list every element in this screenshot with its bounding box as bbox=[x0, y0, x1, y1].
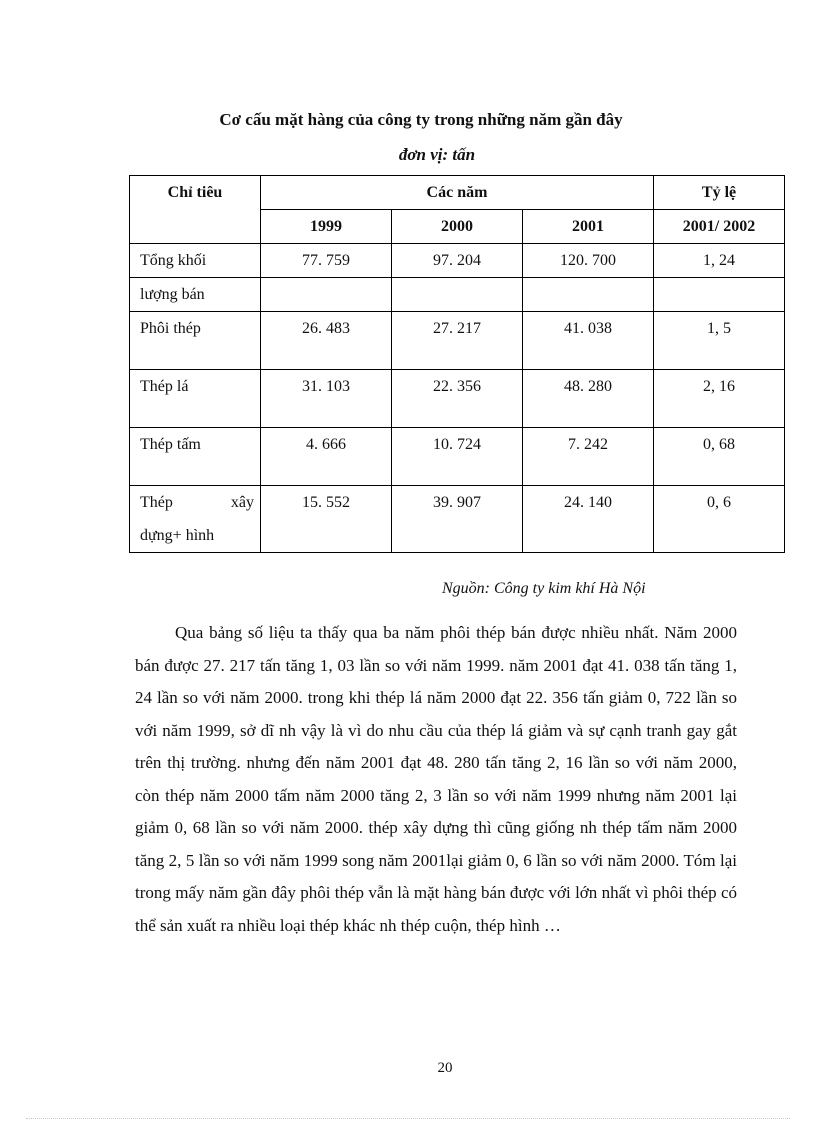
cell-1999: 26. 483 bbox=[261, 312, 392, 370]
cell-2000: 10. 724 bbox=[392, 428, 523, 486]
cell-1999: 4. 666 bbox=[261, 428, 392, 486]
cell-2000: 27. 217 bbox=[392, 312, 523, 370]
cell-2000: 97. 204 bbox=[392, 244, 523, 278]
source-note: Nguồn: Công ty kim khí Hà Nội bbox=[442, 580, 646, 597]
empty-cell bbox=[654, 278, 785, 312]
cell-1999: 15. 552 bbox=[261, 486, 392, 553]
page-number: 20 bbox=[437, 1060, 453, 1076]
row-name: Tổng khối bbox=[130, 244, 261, 278]
unit-label: đơn vị: tấn bbox=[398, 145, 476, 164]
cell-ratio: 1, 5 bbox=[654, 312, 785, 370]
cell-2001: 7. 242 bbox=[523, 428, 654, 486]
header-ratio: Tỷ lệ bbox=[654, 176, 785, 210]
cell-2001: 24. 140 bbox=[523, 486, 654, 553]
row-name-continued: dựng+ hình bbox=[140, 527, 215, 544]
cell-2000: 22. 356 bbox=[392, 370, 523, 428]
table-row bbox=[130, 370, 785, 428]
row-name-line bbox=[140, 486, 260, 519]
row-name: Phôi thép bbox=[130, 312, 261, 370]
cell-ratio: 0, 68 bbox=[654, 428, 785, 486]
paragraph-text: Qua bảng số liệu ta thấy qua ba năm phôi thép bán được nhiều nhất. Năm 2000 bán được 27. 217 tấn tăng 1, 03 lần so với năm 1999. năm 2001 đạt 41. 038 tấn tăng 1, 24 lần so với năm 2000. trong khi thép lá năm 2000 đạt 22. 356 tấn giảm 0, 722 lần so với năm 1999, sở dĩ nh vậy là vì do nhu cầu của thép lá giảm và sự cạnh tranh gay gắt trên thị trường. nhưng đến năm 2001 đạt 48. 280 tấn tăng 2, 16 lần so với năm 2000, còn thép năm 2000 tấm năm 2000 tăng 2, 3 lần so với năm 1999 nhưng năm 2001 lại giảm 0, 68 lần so với năm 2000. thép xây dựng thì cũng giống nh thép tấm năm 2000 tăng 2, 5 lần so với năm 1999 song năm 2001lại giảm 0, 6 lần so với năm 2000. Tóm lại trong mấy năm gần đây phôi thép vẫn là mặt hàng bán được với lớn nhất vì phôi thép có thể sản xuất ra nhiều loại thép khác nh thép cuộn, thép hình … bbox=[135, 623, 737, 935]
empty-cell bbox=[523, 278, 654, 312]
empty-cell bbox=[261, 278, 392, 312]
row-name: Thép lá bbox=[130, 370, 261, 428]
year-2000: 2000 bbox=[392, 210, 523, 244]
table-row bbox=[130, 428, 785, 486]
row-name bbox=[130, 486, 261, 553]
row-name-word: Thép bbox=[140, 494, 173, 511]
cell-2001: 48. 280 bbox=[523, 370, 654, 428]
cell-ratio: 2, 16 bbox=[654, 370, 785, 428]
footer-divider bbox=[26, 1118, 790, 1119]
cell-ratio: 1, 24 bbox=[654, 244, 785, 278]
analysis-paragraph bbox=[135, 617, 737, 942]
cell-ratio: 0, 6 bbox=[654, 486, 785, 553]
year-1999: 1999 bbox=[261, 210, 392, 244]
row-name-word: xây bbox=[230, 494, 254, 511]
header-row bbox=[130, 176, 785, 210]
product-structure-table bbox=[129, 175, 785, 553]
year-2001: 2001 bbox=[523, 210, 654, 244]
header-years: Các năm bbox=[261, 176, 654, 210]
row-name-continued: lượng bán bbox=[130, 278, 261, 312]
cell-2000: 39. 907 bbox=[392, 486, 523, 553]
table-row bbox=[130, 486, 785, 553]
empty-cell bbox=[392, 278, 523, 312]
cell-1999: 31. 103 bbox=[261, 370, 392, 428]
header-indicator: Chỉ tiêu bbox=[130, 176, 261, 244]
row-name: Thép tấm bbox=[130, 428, 261, 486]
table-row bbox=[130, 244, 785, 278]
table-row bbox=[130, 312, 785, 370]
ratio-label: 2001/ 2002 bbox=[654, 210, 785, 244]
cell-2001: 120. 700 bbox=[523, 244, 654, 278]
cell-1999: 77. 759 bbox=[261, 244, 392, 278]
table-title: Cơ cấu mặt hàng của công ty trong những năm gần đây bbox=[219, 110, 623, 129]
cell-2001: 41. 038 bbox=[523, 312, 654, 370]
table-row bbox=[130, 278, 785, 312]
